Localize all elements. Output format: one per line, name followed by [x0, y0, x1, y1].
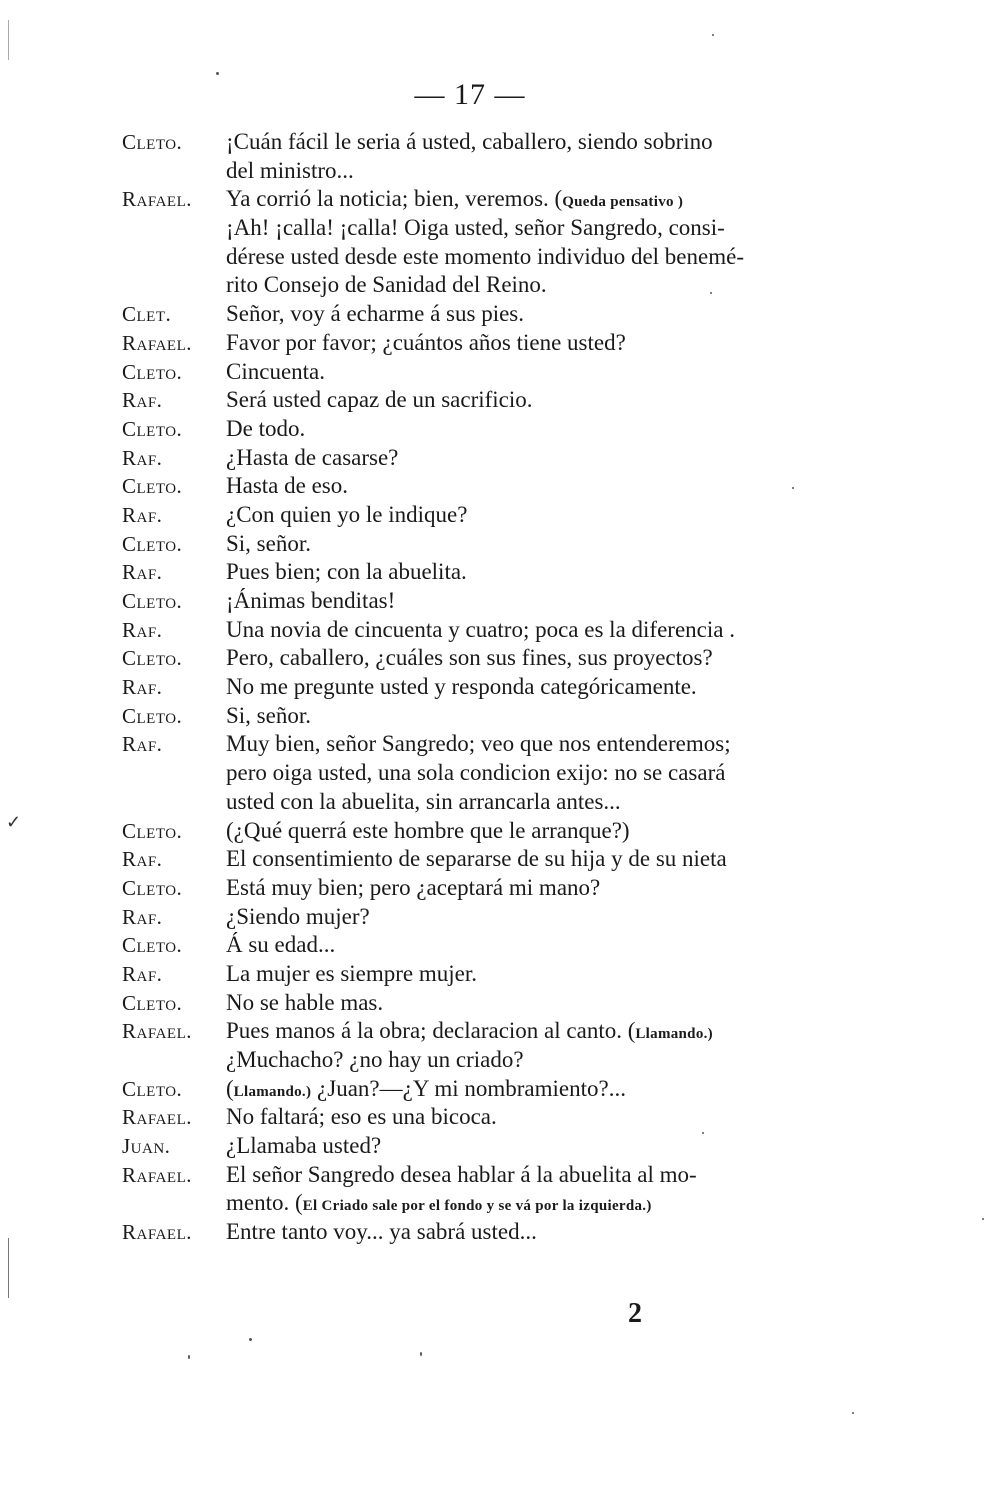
speech-text — [226, 1075, 842, 1107]
speech-text — [226, 530, 842, 559]
speech-text — [226, 185, 842, 217]
speech-text — [226, 759, 842, 788]
script-line — [122, 817, 842, 846]
dialogue: Pues manos á la obra; declaracion al canto. ( — [226, 1018, 636, 1044]
speaker-name: Cleto. — [122, 875, 183, 900]
dialogue: ¡Cuán fácil le seria á usted, caballero, siendo sobrino — [226, 129, 713, 154]
speech-text — [226, 903, 842, 932]
speaker-name: Raf. — [122, 904, 163, 929]
speaker-name: Cleto. — [122, 1076, 183, 1101]
signature-mark: 2 — [628, 1298, 642, 1329]
speech-text — [226, 300, 842, 329]
speech-text — [226, 558, 842, 587]
dialogue: ¿Llamaba usted? — [226, 1133, 382, 1159]
stage-direction: Llamando.) — [233, 1083, 312, 1100]
script-line — [122, 673, 842, 702]
script-line — [122, 415, 842, 444]
edge-rule — [8, 20, 9, 60]
dialogue: pero oiga usted, una sola condicion exijo: no se casará — [226, 760, 726, 786]
script-line — [122, 730, 842, 759]
speaker-name: Raf. — [122, 445, 163, 470]
script-line — [122, 702, 842, 731]
speaker-name: Cleto. — [122, 531, 183, 556]
script-line — [122, 1132, 842, 1161]
script-line — [122, 903, 842, 932]
dialogue: Entre tanto voy... ya sabrá usted... — [226, 1219, 537, 1245]
script-line — [122, 243, 842, 272]
scan-speck — [852, 1412, 854, 1414]
speaker-name: Cleto. — [122, 474, 183, 499]
script-line — [122, 989, 842, 1018]
dialogue: ¡Ah! ¡calla! ¡calla! Oiga usted, señor Sangredo, consi- — [226, 215, 725, 241]
speech-text — [226, 960, 842, 989]
script-line — [122, 1218, 842, 1247]
speech-text — [226, 1103, 842, 1132]
scan-speck — [702, 1132, 704, 1134]
speech-text — [226, 1161, 842, 1190]
speech-text — [226, 1189, 842, 1221]
dialogue: Pero, caballero, ¿cuáles son sus fines, sus proyectos? — [226, 645, 713, 671]
speech-text — [226, 415, 842, 444]
speech-text — [226, 989, 842, 1018]
dialogue: mento. ( — [226, 1190, 303, 1216]
script-line — [122, 759, 842, 788]
margin-mark: ✓ — [6, 812, 22, 832]
scan-speck — [792, 487, 794, 489]
script-line — [122, 1189, 842, 1218]
speaker-name: Cleto. — [122, 646, 183, 671]
script-line — [122, 1075, 842, 1104]
stage-direction: Queda pensativo ) — [562, 194, 684, 211]
dialogue: usted con la abuelita, sin arrancarla antes... — [226, 788, 621, 814]
speech-text — [226, 673, 842, 702]
speaker-name: Raf. — [122, 502, 163, 527]
dialogue: No me pregunte usted y responda categóricamente. — [226, 674, 697, 700]
speech-text — [226, 386, 842, 415]
speaker-name: Raf. — [122, 560, 163, 585]
dialogue: El consentimiento de separarse de su hija y de su nieta — [226, 846, 727, 872]
speech-text — [226, 730, 842, 759]
script-line — [122, 644, 842, 673]
script-line — [122, 386, 842, 415]
dialogue: ( — [226, 1075, 234, 1101]
script-line — [122, 587, 842, 616]
page-number: — 17 — — [414, 78, 526, 111]
script-line — [122, 271, 842, 300]
script-line — [122, 358, 842, 387]
script-line — [122, 128, 842, 157]
speaker-name: Cleto. — [122, 359, 183, 384]
speaker-name: Rafael. — [122, 1019, 192, 1044]
speech-text — [226, 157, 842, 186]
dialogue: De todo. — [226, 415, 306, 441]
script-line — [122, 472, 842, 501]
script-line — [122, 616, 842, 645]
stage-direction: Llamando.) — [635, 1026, 713, 1043]
dialogue: ¿Juan?—¿Y mi nombramiento?... — [311, 1075, 626, 1101]
script-line — [122, 530, 842, 559]
speaker-name: Clet. — [122, 302, 172, 327]
dialogue: dérese usted desde este momento individuo del benemé- — [226, 243, 744, 269]
speech-text — [226, 271, 842, 300]
speech-text — [226, 788, 842, 817]
speech-text — [226, 501, 842, 530]
dialogue: del ministro... — [226, 157, 354, 183]
speaker-name: Raf. — [122, 732, 163, 757]
scan-speck — [982, 1218, 984, 1220]
dialogue: Señor, voy á echarme á sus pies. — [226, 301, 524, 327]
dialogue: Una novia de cincuenta y cuatro; poca es la diferencia . — [226, 616, 735, 642]
dialogue: ¿Hasta de casarse? — [226, 444, 399, 470]
dialogue: No faltará; eso es una bicoca. — [226, 1104, 497, 1130]
dialogue: Cincuenta. — [226, 358, 325, 384]
dialogue: Pues bien; con la abuelita. — [226, 559, 467, 585]
script-line — [122, 1103, 842, 1132]
scan-speck — [420, 1352, 422, 1356]
speech-text — [226, 243, 842, 272]
dialogue: ¿Muchacho? ¿no hay un criado? — [226, 1047, 524, 1072]
speaker-name: Raf. — [122, 388, 163, 413]
speech-text — [226, 817, 842, 846]
script-line — [122, 931, 842, 960]
speech-text — [226, 329, 842, 358]
speaker-name: Raf. — [122, 847, 163, 872]
dialogue: Muy bien, señor Sangredo; veo que nos entenderemos; — [226, 731, 731, 757]
edge-rule — [8, 1238, 9, 1298]
speaker-name: Cleto. — [122, 589, 183, 613]
speaker-name: Rafael. — [122, 330, 192, 355]
speaker-name: Raf. — [122, 675, 163, 700]
speech-text — [226, 444, 842, 473]
speaker-name: Cleto. — [122, 130, 183, 154]
script-line — [122, 185, 842, 214]
script-line — [122, 501, 842, 530]
speaker-name: Rafael. — [122, 1105, 192, 1130]
dialogue: Si, señor. — [226, 530, 311, 556]
speech-text — [226, 1046, 842, 1075]
dialogue: Favor por favor; ¿cuántos años tiene usted? — [226, 329, 626, 355]
speaker-name: Raf. — [122, 617, 163, 642]
dialogue: La mujer es siempre mujer. — [226, 960, 478, 986]
speech-text — [226, 1017, 842, 1049]
dialogue: Si, señor. — [226, 702, 311, 728]
speech-text — [226, 1218, 842, 1247]
dialogue: ¡Ánimas benditas! — [226, 588, 396, 613]
speaker-name: Rafael. — [122, 1220, 192, 1245]
stage-direction: El Criado sale por el fondo y se vá por la izquierda.) — [302, 1198, 652, 1215]
dialogue: (¿Qué querrá este hombre que le arranque?) — [226, 817, 630, 843]
script-line — [122, 558, 842, 587]
speech-text — [226, 845, 842, 874]
speech-text — [226, 931, 842, 960]
dialogue: rito Consejo de Sanidad del Reino. — [226, 272, 547, 298]
dialogue: Á su edad... — [226, 932, 336, 958]
scan-speck — [249, 1338, 252, 1341]
dialogue: No se hable mas. — [226, 989, 384, 1015]
speech-text — [226, 472, 842, 501]
script-line — [122, 444, 842, 473]
script-line — [122, 300, 842, 329]
speech-text — [226, 616, 842, 645]
dialogue: El señor Sangredo desea hablar á la abuelita al mo- — [226, 1161, 697, 1187]
speech-text — [226, 644, 842, 673]
dialogue: Ya corrió la noticia; bien, veremos. ( — [226, 186, 563, 212]
speaker-name: Cleto. — [122, 933, 183, 958]
script-line — [122, 1046, 842, 1075]
speech-text — [226, 702, 842, 731]
script-line — [122, 788, 842, 817]
script-line — [122, 960, 842, 989]
dialogue: Está muy bien; pero ¿aceptará mi mano? — [226, 874, 601, 900]
dialogue: ¿Siendo mujer? — [226, 903, 370, 929]
speaker-name: Cleto. — [122, 818, 183, 843]
script-line — [122, 874, 842, 903]
speaker-name: Juan. — [122, 1134, 171, 1159]
speech-text — [226, 874, 842, 903]
scan-speck — [710, 292, 712, 294]
speaker-name: Rafael. — [122, 187, 192, 212]
script-line — [122, 329, 842, 358]
script-line — [122, 845, 842, 874]
script-line — [122, 214, 842, 243]
scan-speck — [712, 34, 714, 36]
speech-text — [226, 358, 842, 387]
play-script — [122, 128, 842, 1247]
speaker-name: Cleto. — [122, 703, 183, 728]
speech-text — [226, 214, 842, 243]
script-line — [122, 1161, 842, 1190]
speaker-name: Raf. — [122, 961, 163, 986]
scan-speck — [216, 72, 219, 75]
dialogue: Será usted capaz de un sacrificio. — [226, 387, 533, 413]
dialogue: ¿Con quien yo le indique? — [226, 501, 468, 527]
script-line — [122, 157, 842, 186]
script-line — [122, 1017, 842, 1046]
speaker-name: Cleto. — [122, 990, 183, 1015]
speaker-name: Rafael. — [122, 1162, 192, 1187]
speaker-name: Cleto. — [122, 416, 183, 441]
dialogue: Hasta de eso. — [226, 473, 348, 499]
speech-text — [226, 128, 842, 157]
scan-speck — [188, 1355, 190, 1359]
speech-text — [226, 1132, 842, 1161]
speech-text — [226, 587, 842, 616]
